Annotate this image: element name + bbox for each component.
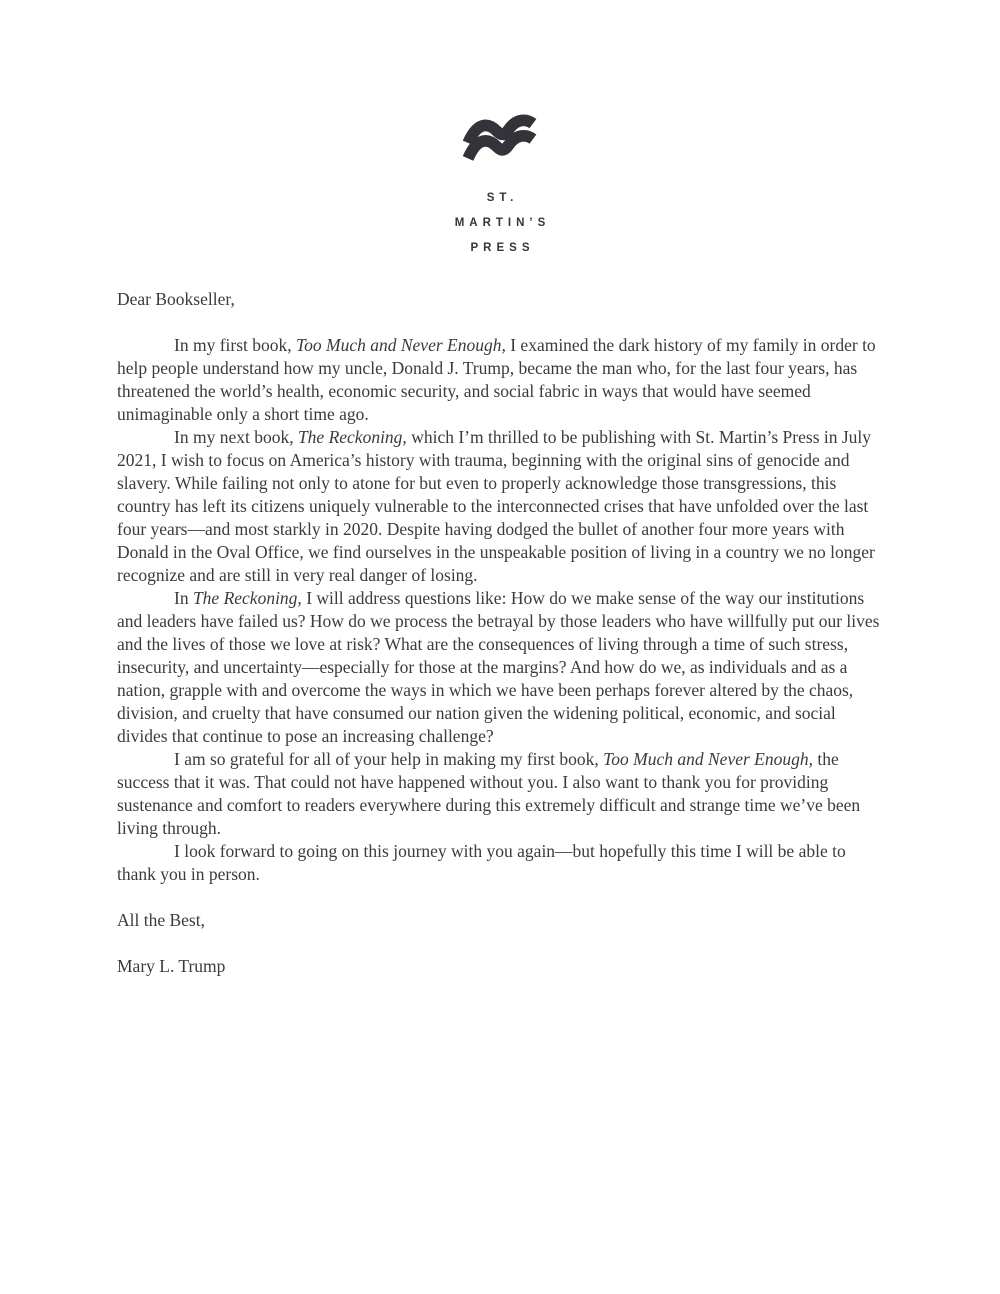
letter-paragraph-5: I look forward to going on this journey with you again—but hopefully this time I will be able to thank you in person. <box>117 841 846 884</box>
letter-paragraph-1: In my first book, Too Much and Never Enough, I examined the dark history of my family in order to help people understand how my uncle, Donald J. Trump, became the man who, for the last four years, has threatened the world’s health, economic security, and social fabric in ways that would have seemed unimaginable only a short time ago. <box>117 335 876 424</box>
st-martins-press-waves-icon <box>461 112 539 177</box>
publisher-name-line-1: ST. <box>486 192 519 204</box>
closing: All the Best, <box>117 910 205 930</box>
letter-paragraph-2: In my next book, The Reckoning, which I’m thrilled to be publishing with St. Martin’s Press in July 2021, I wish to focus on America’s history with trauma, beginning with the original sins of genocide and slavery. While failing not only to atone for but even to properly acknowledge those transgressions, this country has left its citizens uniquely vulnerable to the interconnected crises that have unfolded over the last four years—and most starkly in 2020. Despite having dodged the bullet of another four more years with Donald in the Oval Office, we find ourselves in the unspeakable position of living in a country we no longer recognize and are still in very real danger of losing. <box>117 427 875 585</box>
letter-paragraph-3: In The Reckoning, I will address questions like: How do we make sense of the way our institutions and leaders have failed us? How do we process the betrayal by those leaders who have willfully put our lives and the lives of those we love at risk? What are the consequences of living through a time of such stress, insecurity, and uncertainty—especially for those at the margins? And how do we, as individuals and as a nation, grapple with and overcome the ways in which we have been perhaps forever altered by the chaos, division, and cruelty that have consumed our nation given the widening political, economic, and social divides that continue to pose an increasing challenge? <box>117 588 880 746</box>
publisher-name-line-3: PRESS <box>470 242 535 254</box>
publisher-name <box>0 186 1000 261</box>
publisher-name-line-2: MARTIN’S <box>454 217 551 229</box>
salutation: Dear Bookseller, <box>117 289 235 309</box>
letter-body <box>117 288 887 978</box>
publisher-letterhead <box>0 0 1000 261</box>
signature: Mary L. Trump <box>117 956 226 976</box>
letter-paragraph-4: I am so grateful for all of your help in making my first book, Too Much and Never Enough, the success that it was. That could not have happened without you. I also want to thank you for providing sustenance and comfort to readers everywhere during this extremely difficult and strange time we’ve been living through. <box>117 749 861 838</box>
